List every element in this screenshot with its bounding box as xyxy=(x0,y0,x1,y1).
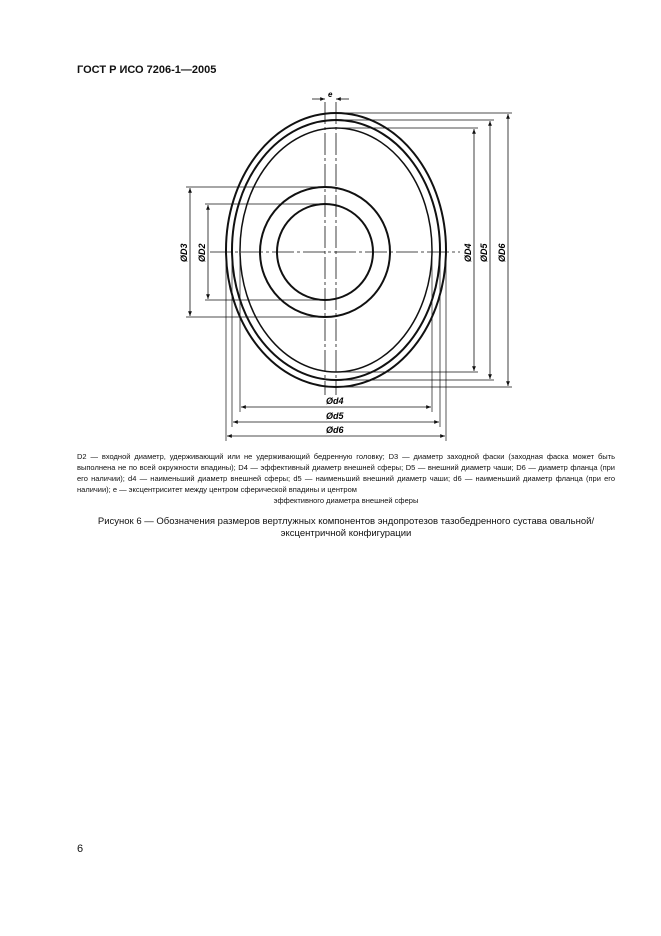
label-d4: Ød4 xyxy=(326,396,344,406)
acetabular-component-drawing xyxy=(0,0,661,460)
figure-legend xyxy=(77,451,615,506)
figure-caption: Рисунок 6 — Обозначения размеров вертлужных компонентов эндопротезов тазобедренного сустава овальной/эксцентричной конфигурации xyxy=(97,516,595,539)
document-header: ГОСТ Р ИСО 7206-1—2005 xyxy=(77,64,217,76)
legend-text: D2 — входной диаметр, удерживающий или не удерживающий бедренную головку; D3 — диаметр заходной фаски (заходная фаска может быть выполнена не по всей окружности впадины); D4 — эффективный диаметр внешней сферы; D5 — внешний диаметр чаши; D6 — диаметр фланца (при его наличии); d4 — наименьший диаметр внешней сферы; d5 — наименьший внешний диаметр чаши; d6 — наименьший диаметр фланца (при его наличии); e — эксцентриситет между центром сферической впадины и центром xyxy=(77,452,615,494)
label-e: e xyxy=(328,90,333,99)
legend-text-end: эффективного диаметра внешней сферы xyxy=(273,496,419,505)
label-D2: ØD2 xyxy=(197,243,207,262)
label-D4: ØD4 xyxy=(463,243,473,262)
label-D3: ØD3 xyxy=(179,243,189,262)
label-D5: ØD5 xyxy=(479,243,489,262)
label-d6: Ød6 xyxy=(326,425,344,435)
label-D6: ØD6 xyxy=(497,243,507,262)
label-d5: Ød5 xyxy=(326,411,344,421)
page-number: 6 xyxy=(77,843,84,855)
